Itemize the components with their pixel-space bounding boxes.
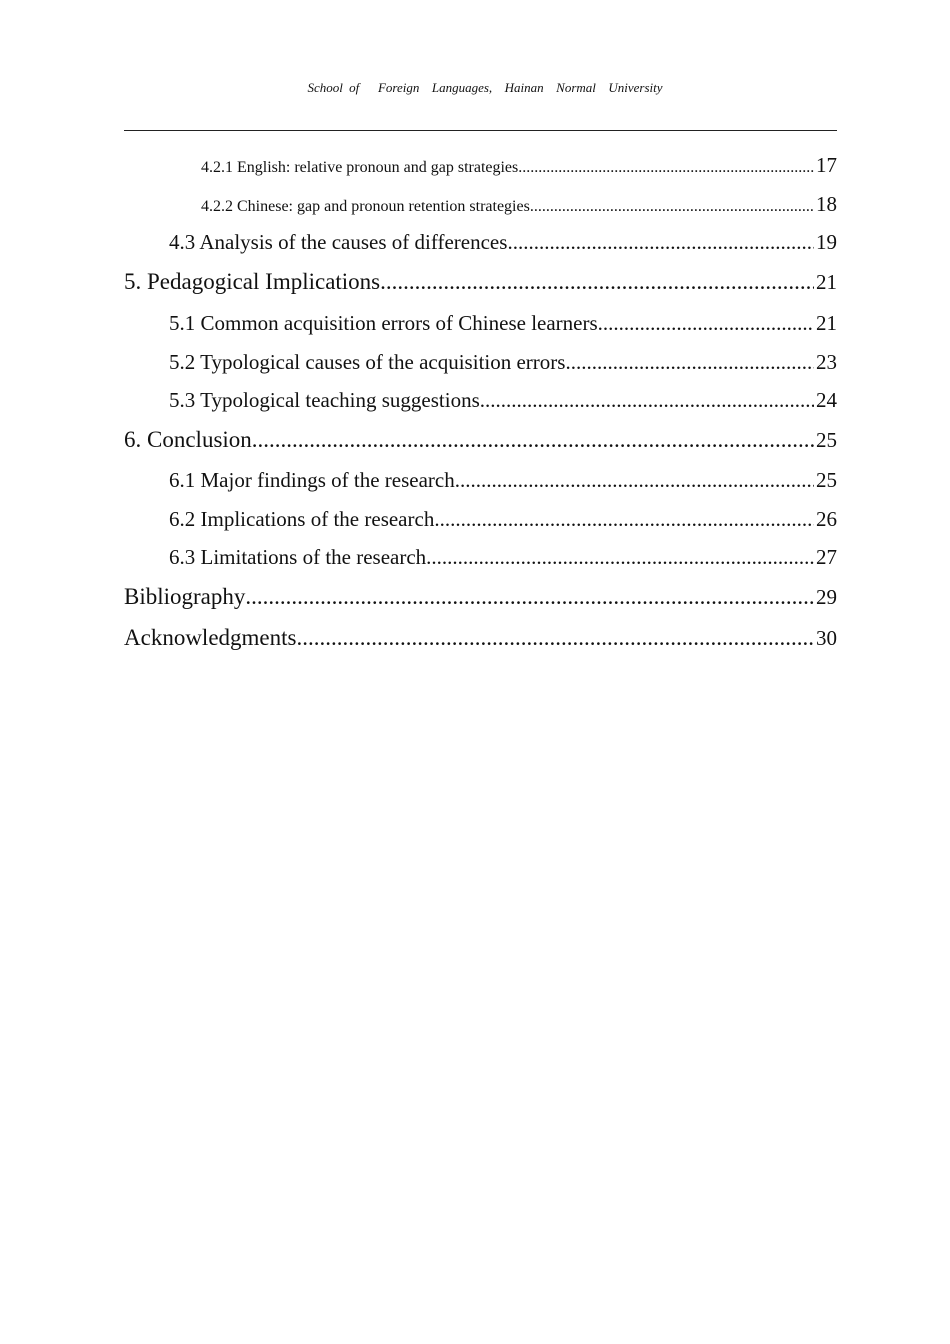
toc-entry-title: Acknowledgments [124, 625, 297, 650]
toc-entry-6-2[interactable] [169, 507, 837, 532]
toc-entry-5-2[interactable] [169, 350, 837, 375]
toc-entry-page: 24 [816, 388, 837, 412]
toc-entry-page: 30 [816, 626, 837, 650]
toc-entry-4-2-2[interactable] [201, 192, 837, 217]
toc-dot-leader [565, 350, 814, 375]
toc-entry-page: 21 [816, 270, 837, 294]
toc-entry-page: 25 [816, 428, 837, 452]
toc-entry-5-3[interactable] [169, 388, 837, 413]
toc-entry-6[interactable] [124, 427, 837, 453]
toc-dot-leader [455, 468, 814, 493]
toc-entry-title: 6.1 Major findings of the research [169, 468, 455, 492]
toc-entry-page: 27 [816, 545, 837, 569]
toc-dot-leader [252, 427, 814, 453]
toc-entry-6-3[interactable] [169, 545, 837, 570]
toc-entry-title: 6.2 Implications of the research [169, 507, 435, 531]
toc-entry-page: 25 [816, 468, 837, 492]
toc-entry-page: 17 [816, 153, 837, 177]
header-divider [124, 130, 837, 131]
toc-entry-title: Bibliography [124, 584, 246, 609]
toc-entry-page: 19 [816, 230, 837, 254]
toc-entry-title: 4.3 Analysis of the causes of differences [169, 230, 508, 254]
toc-entry-5[interactable] [124, 269, 837, 295]
toc-dot-leader [518, 159, 814, 177]
toc-dot-leader [530, 198, 814, 216]
toc-entry-bibliography[interactable] [124, 584, 837, 610]
toc-dot-leader [426, 545, 814, 570]
toc-entry-title: 5. Pedagogical Implications [124, 269, 381, 294]
toc-entry-page: 26 [816, 507, 837, 531]
toc-entry-title: 5.3 Typological teaching suggestions [169, 388, 480, 412]
toc-entry-title: 4.2.1 English: relative pronoun and gap strategies [201, 159, 519, 176]
toc-entry-4-3[interactable] [169, 230, 837, 255]
toc-entry-page: 23 [816, 350, 837, 374]
toc-entry-4-2-1[interactable] [201, 153, 837, 178]
toc-entry-title: 5.2 Typological causes of the acquisition errors [169, 350, 566, 374]
toc-entry-title: 6. Conclusion [124, 427, 252, 452]
toc-entry-page: 18 [816, 192, 837, 216]
toc-dot-leader [507, 230, 814, 255]
toc-dot-leader [296, 625, 814, 651]
toc-dot-leader [434, 507, 814, 532]
toc-dot-leader [380, 269, 814, 295]
toc-entry-acknowledgments[interactable] [124, 625, 837, 651]
toc-dot-leader [245, 584, 814, 610]
toc-entry-page: 29 [816, 585, 837, 609]
toc-entry-page: 21 [816, 311, 837, 335]
toc-dot-leader [598, 311, 814, 336]
toc-entry-title: 6.3 Limitations of the research [169, 545, 427, 569]
toc-entry-6-1[interactable] [169, 468, 837, 493]
toc-dot-leader [480, 388, 814, 413]
toc-entry-5-1[interactable] [169, 311, 837, 336]
toc-entry-title: 4.2.2 Chinese: gap and pronoun retention strategies [201, 198, 530, 215]
toc-entry-title: 5.1 Common acquisition errors of Chinese learners [169, 311, 598, 335]
page-header: School of Foreign Languages, Hainan Normal University [307, 80, 663, 95]
